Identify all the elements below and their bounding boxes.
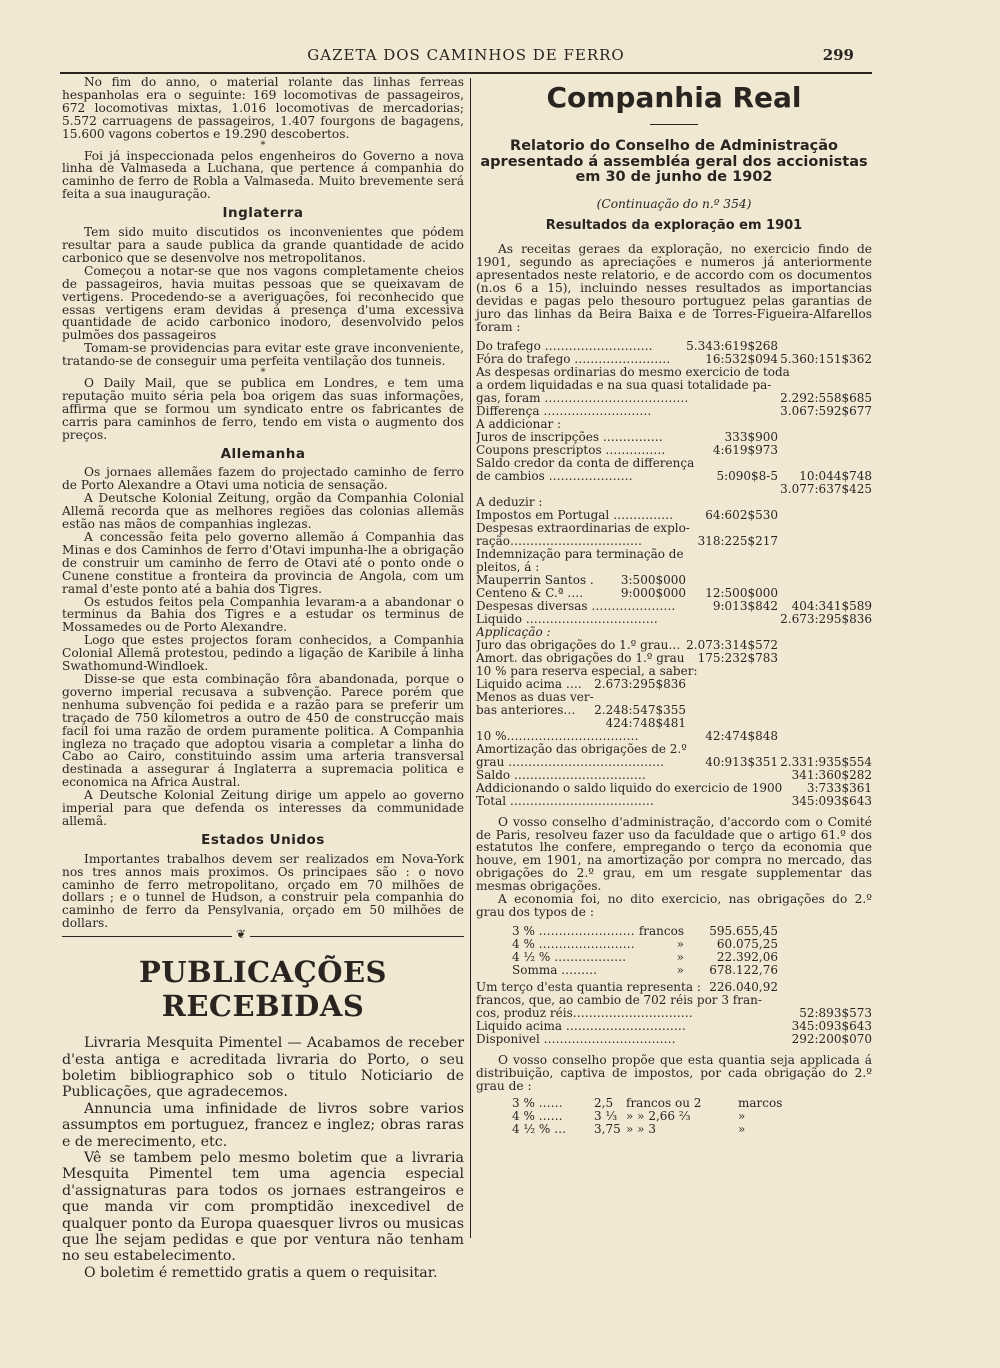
table-cell: Liquido acima ….	[476, 677, 582, 691]
table-row	[476, 981, 872, 994]
table-cell: 40:913$351	[705, 755, 778, 769]
table-cell: 16:532$094	[705, 352, 778, 366]
table-row	[476, 652, 872, 665]
table-row	[476, 431, 872, 444]
paragraph: As receitas geraes da exploração, no exercicio findo de 1901, segundo as apreciações e numeros já anteriormente apresentados neste relatorio, e de accordo com os documentos (n.os 6 a 15), incluindo nesses resultados as importancias devidas e pagas pelo thesouro portuguez pelas garantias de juro das linhas da Beira Baixa e de Torres-Figueira-Alfarellos foram :	[476, 242, 872, 334]
table-cell: 3:733$361	[806, 781, 872, 795]
paragraph: Logo que estes projectos foram conhecidos, a Companhia Colonial Allemã protestou, pedindo a ligação de Karibile á linha Swathomund-Windloek.	[62, 633, 464, 674]
table-row	[476, 496, 872, 509]
table-cell: Amort. das obrigações do 1.º grau	[476, 651, 685, 665]
table-cell: francos ou 2	[626, 1096, 702, 1110]
paragraph: Importantes trabalhos devem ser realizados em Nova-York nos tres annos mais proximos. Os principaes são : o novo caminho de ferro metropolitano, orçado em 70 milhões de dollars ; e o tunnel de Hudson, a construir pela companhia do caminho de ferro da Pensylvania, orçado em 50 milhões de dollars.	[62, 851, 464, 931]
table-row	[476, 1020, 872, 1033]
table-cell: 2.673:295$836	[594, 677, 686, 691]
table-row	[476, 1007, 872, 1020]
table-cell: 2.673:295$836	[780, 612, 872, 626]
page-header	[60, 40, 872, 74]
table-cell: 5.360:151$362	[780, 352, 872, 366]
table-cell: 333$900	[724, 430, 778, 444]
ornament-rule	[62, 927, 464, 945]
table-row	[476, 561, 872, 574]
table-cell: 22.392,06	[716, 950, 778, 964]
table-cell: Um terço d'esta quantia representa :	[476, 980, 701, 994]
table-row	[476, 457, 872, 470]
report-title-line: em 30 de junho de 1902	[575, 169, 773, 185]
table-cell: A deduzir :	[476, 495, 543, 509]
table-cell: francos, que, ao cambio de 702 réis por 3 fran-	[476, 993, 762, 1007]
table-row	[476, 613, 872, 626]
title-rule	[650, 124, 698, 125]
table-cell: grau …………………………………	[476, 755, 665, 769]
paragraph: Os jornaes allemães fazem do projectado caminho de ferro de Porto Alexandre a Otavi uma noticia de sensação.	[62, 465, 464, 493]
publication-title: GAZETA DOS CAMINHOS DE FERRO	[307, 46, 625, 64]
table-cell: Do trafego ………………………	[476, 339, 653, 353]
table-row	[476, 782, 872, 795]
table-row	[476, 340, 872, 353]
table-cell: de cambios …………………	[476, 469, 633, 483]
column-divider	[470, 78, 471, 1238]
page-number: 299	[822, 46, 854, 64]
table-cell: Despesas extraordinarias de explo-	[476, 521, 690, 535]
table-row	[476, 470, 872, 483]
financial-table-2	[476, 981, 872, 1046]
paragraph: Tomam-se providencias para evitar este grave inconveniente, tratando-se de conseguir uma perfeita ventilação dos tunneis.	[62, 341, 464, 369]
table-cell: 226.040,92	[709, 980, 778, 994]
table-cell: 4:619$973	[712, 443, 778, 457]
table-row	[476, 951, 872, 964]
paragraph: O vosso conselho propõe que esta quantia seja applicada á distribuição, captiva de impostos, por cada obrigação do 2.º grau de :	[476, 1052, 872, 1093]
section-title-publicacoes: PUBLICAÇÕES RECEBIDAS	[138, 955, 388, 1024]
table-cell: »	[738, 1122, 746, 1136]
table-cell: Fóra do trafego ……………………	[476, 352, 671, 366]
table-cell: 10:044$748	[799, 469, 872, 483]
paragraph: O Daily Mail, que se publica em Londres, e tem uma reputação muito séria pela boa origem das suas informações, affirma que se formou um syndicato entre os fabricantes de carris para caminhos de ferro, tendo em vista o augmento dos preços.	[62, 376, 464, 442]
table-row	[476, 509, 872, 522]
table-cell: Centeno & C.ª ….	[476, 586, 584, 600]
table-cell: A addicionar :	[476, 417, 562, 431]
table-cell: 3,75	[594, 1122, 621, 1136]
table-cell: a ordem liquidadas e na sua quasi totalidade pa-	[476, 378, 772, 392]
table-cell: 60.075,25	[716, 937, 778, 951]
table-row	[476, 964, 872, 977]
table-cell: 9:000$000	[620, 586, 686, 600]
table-cell: Somma ………	[512, 963, 598, 977]
table-cell: pleitos, á :	[476, 560, 540, 574]
table-cell: 404:341$589	[791, 599, 872, 613]
table-cell: »	[676, 937, 684, 951]
table-cell: Liquido ……………………………	[476, 612, 658, 626]
table-cell: gas, foram ………………………………	[476, 391, 689, 405]
table-cell: 2.331:935$554	[780, 755, 872, 769]
table-row	[476, 938, 872, 951]
ornament-icon: ❦	[232, 928, 250, 941]
paragraph: Annuncia uma infinidade de livros sobre varios assumptos em portuguez, francez e inglez; obras raras e de merecimento, etc.	[62, 1100, 464, 1150]
table-row	[476, 444, 872, 457]
continuation-note: (Continuação do n.º 354)	[596, 196, 752, 211]
table-cell: Coupons prescriptos ……………	[476, 443, 666, 457]
table-row	[476, 548, 872, 561]
table-row	[476, 535, 872, 548]
bond-types-table	[476, 925, 872, 977]
table-row	[476, 730, 872, 743]
table-row	[476, 717, 872, 730]
table-cell: marcos	[738, 1096, 783, 1110]
table-cell: »	[738, 1109, 746, 1123]
table-row	[476, 626, 872, 639]
table-cell: 2,5	[594, 1096, 614, 1110]
table-row	[476, 600, 872, 613]
paragraph: Disse-se que esta combinação fôra abandonada, porque o governo imperial recusava a subvenção. Parece porém que nenhuma subvenção foi pedida e a razão para se preferir um traçado de 750 kilometros a outro de 450 de construcção mais facil foi uma razão de ordem puramente politica. A Companhia ingleza no traçado que adoptou visaria a completar a linha do Cabo ao Cairo, constituindo assim uma arteria transversal destinada a assegurar á Inglaterra a supremacia politica e economica na Africa Austral.	[62, 671, 464, 790]
paragraph: Foi já inspeccionada pelos engenheiros do Governo a nova linha de Valmaseda a Luchana, que pertence á companhia do caminho de ferro de Robla a Valmaseda. Muito brevemente será feita a sua inauguração.	[62, 148, 464, 202]
separator-star: *	[260, 139, 266, 151]
table-row	[476, 1097, 872, 1110]
table-cell: 3.077:637$425	[780, 482, 872, 496]
table-row	[476, 994, 872, 1007]
table-cell: 4 % ……	[512, 1109, 563, 1123]
table-cell: 678.122,76	[709, 963, 778, 977]
table-cell: 5.343:619$268	[686, 339, 778, 353]
table-cell: Saldo ……………………………	[476, 768, 646, 782]
table-cell: 10 % para reserva especial, a saber:	[476, 664, 698, 678]
report-title-line: Relatorio do Conselho de Administração	[510, 138, 838, 154]
table-row	[476, 665, 872, 678]
table-cell: Despesas diversas …………………	[476, 599, 676, 613]
paragraph: O boletim é remettido gratis a quem o requisitar.	[84, 1264, 438, 1281]
table-cell: 341:360$282	[791, 768, 872, 782]
table-cell: »	[676, 963, 684, 977]
table-cell: 2.073:314$572	[686, 638, 778, 652]
table-cell: 3 % ……	[512, 1096, 563, 1110]
paragraph: Tem sido muito discutidos os inconvenientes que pódem resultar para a saude publica da grande quantidade de acido carbonico que se desenvolve nos metropolitanos.	[62, 225, 464, 265]
table-cell: Disponivel ……………………………	[476, 1032, 676, 1046]
table-cell: Menos as duas ver-	[476, 690, 594, 704]
table-row	[476, 743, 872, 756]
report-title-line: apresentado á assembléa geral dos accionistas	[480, 153, 868, 170]
table-cell: 292:200$070	[792, 1033, 872, 1046]
financial-table	[476, 340, 872, 808]
table-cell: 2.248:547$355	[594, 703, 686, 717]
table-row	[476, 483, 872, 496]
table-cell: 64:602$530	[705, 508, 778, 522]
table-cell: Impostos em Portugal ……………	[476, 508, 674, 522]
table-cell: Juros de inscripções ……………	[476, 430, 663, 444]
table-row	[476, 587, 872, 600]
paragraph: A Deutsche Kolonial Zeitung dirige um appelo ao governo imperial para que defenda os interesses da communidade allemã.	[62, 788, 464, 828]
table-cell: Amortização das obrigações de 2.º	[476, 742, 687, 756]
table-cell: Differença ………………………	[476, 404, 652, 418]
table-cell: 3.067:592$677	[780, 404, 872, 418]
table-row	[476, 756, 872, 769]
table-cell: cos, produz réis…………………………	[476, 1006, 693, 1020]
table-cell: 4 % ……………………	[512, 937, 635, 951]
paragraph: No fim do anno, o material rolante das linhas ferreas hespanholas era o seguinte: 169 locomotivas de passageiros, 672 locomotivas mixtas, 1.016 locomotivas de mercadorias; 5.572 carruagens de passageiros, 1.407 fourgons de bagagens, 15.600 vagons cobertos e 19.290 descobertos.	[62, 75, 464, 141]
table-cell: »	[676, 950, 684, 964]
left-column	[62, 76, 464, 1281]
paragraph: Vê se tambem pelo mesmo boletim que a livraria Mesquita Pimentel tem uma agencia especial d'assignaturas para todos os jornaes estrangeiros e que manda vir com promptidão inexcedivel de qualquer ponto da Europa quaesquer livros ou musicas que lhe sejam pedidas e que por ventura não tenham no seu estabelecimento.	[62, 1150, 464, 1265]
table-cell: Indemnização para terminação de	[476, 547, 684, 561]
table-row	[476, 418, 872, 431]
paragraph: Começou a notar-se que nos vagons completamente cheios de passageiros, havia muitas pessoas que se queixavam de vertigens. Procedendo-se a averiguações, foi reconhecido que essas vertigens eram devidas á presença d'uma excessiva quantidade de acido carbonico inodoro, desenvolvido pelos pulmões dos passageiros	[62, 263, 464, 343]
table-cell: 10 %……………………………	[476, 729, 639, 743]
table-cell: 175:232$783	[697, 651, 778, 665]
section-heading-estados-unidos: Estados Unidos	[201, 831, 325, 848]
separator-star: *	[260, 367, 266, 379]
table-cell: 3 % ……………………	[512, 924, 635, 938]
table-cell: bas anteriores…	[476, 703, 576, 717]
table-cell: 5:090$8-5	[716, 469, 778, 483]
table-row	[476, 392, 872, 405]
table-row	[476, 925, 872, 938]
table-row	[476, 1123, 872, 1136]
article-title: Companhia Real	[546, 81, 802, 114]
table-cell: 12:500$000	[705, 586, 778, 600]
table-cell: 318:225$217	[697, 534, 778, 548]
table-row	[476, 366, 872, 379]
table-row	[476, 639, 872, 652]
paragraph: A concessão feita pelo governo allemão á Companhia das Minas e dos Caminhos de ferro d'Otavi impunha-lhe a obrigação de construir um caminho de ferro de Otavi até o ponto onde o Cunene constitue a fronteira da provincia de Angola, com um ramal d'este ponto até a bahia dos Tigres.	[62, 530, 464, 596]
table-cell: Liquido acima …………………………	[476, 1019, 686, 1033]
paragraph: A economia foi, no dito exercicio, nas obrigações do 2.º grau dos typos de :	[476, 892, 872, 919]
table-row	[476, 379, 872, 392]
table-cell: 4 ½ % ………………	[512, 950, 627, 964]
table-cell: 52:893$573	[799, 1006, 872, 1020]
table-row	[476, 574, 872, 587]
table-row	[476, 704, 872, 717]
table-cell: » » 3	[626, 1122, 656, 1136]
table-row	[476, 522, 872, 535]
table-cell: Mauperrin Santos .	[476, 573, 594, 587]
table-row	[476, 691, 872, 704]
table-cell: Applicação :	[476, 625, 551, 639]
table-cell: 9:013$842	[712, 599, 778, 613]
table-cell: Juro das obrigações do 1.º grau…	[476, 638, 681, 652]
table-cell: » » 2,66 ⅔	[626, 1109, 691, 1123]
table-row	[476, 769, 872, 782]
table-row	[476, 353, 872, 366]
section-heading-allemanha: Allemanha	[220, 445, 306, 462]
paragraph: O vosso conselho d'administração, d'accordo com o Comité de Paris, resolveu fazer uso da faculdade que o artigo 61.º dos estatutos lhe confere, empregando o terço da economia que houve, em 1901, na amortização por compra no mercado, das obrigações do 2.º grau, em um resgate supplementar das mesmas obrigações.	[476, 814, 872, 894]
table-row	[476, 1033, 872, 1046]
table-cell: 424:748$481	[606, 717, 686, 730]
table-cell: 4 ½ % …	[512, 1122, 567, 1136]
table-cell: Addicionando o saldo liquido do exercicio de 1900	[476, 781, 783, 795]
paragraph: Os estudos feitos pela Companhia levaram-a a abandonar o terminus da Bahia dos Tigres e a estudar os terminus de Mossamedes ou de Porto Alexandre.	[62, 594, 464, 635]
table-cell: 595.655,45	[709, 924, 778, 938]
table-cell: 42:474$848	[705, 729, 778, 743]
paragraph: Livraria Mesquita Pimentel — Acabamos de receber d'esta antiga e acreditada livraria do Porto, o seu boletim bibliographico sob o titulo Noticiario de Publicações, que agradecemos.	[62, 1035, 464, 1101]
table-cell: 3 ⅓	[594, 1109, 618, 1123]
publications-section	[62, 1035, 464, 1281]
table-row	[476, 1110, 872, 1123]
table-cell: 345:093$643	[791, 1019, 872, 1033]
table-row	[476, 678, 872, 691]
table-row	[476, 795, 872, 808]
right-column	[476, 76, 872, 1136]
report-title	[476, 139, 872, 186]
subsection-heading: Resultados da exploração em 1901	[545, 218, 803, 234]
table-row	[476, 405, 872, 418]
section-heading-inglaterra: Inglaterra	[222, 205, 304, 222]
table-cell: francos	[638, 924, 684, 938]
paragraph: A Deutsche Kolonial Zeitung, orgão da Companhia Colonial Allemã recorda que as melhores regiões das colonias allemãs estão nas mãos de companhias inglezas.	[62, 491, 464, 532]
table-cell: 3:500$000	[620, 573, 686, 587]
table-cell: 345:093$643	[792, 795, 872, 808]
table-cell: 2.292:558$685	[780, 391, 872, 405]
table-cell: Total ………………………………	[476, 794, 654, 808]
table-cell: Saldo credor da conta de differença	[476, 456, 695, 470]
table-cell: As despesas ordinarias do mesmo exercicio de toda	[476, 365, 790, 379]
table-cell: ração……………………………	[476, 534, 642, 548]
distribution-table	[476, 1097, 872, 1136]
